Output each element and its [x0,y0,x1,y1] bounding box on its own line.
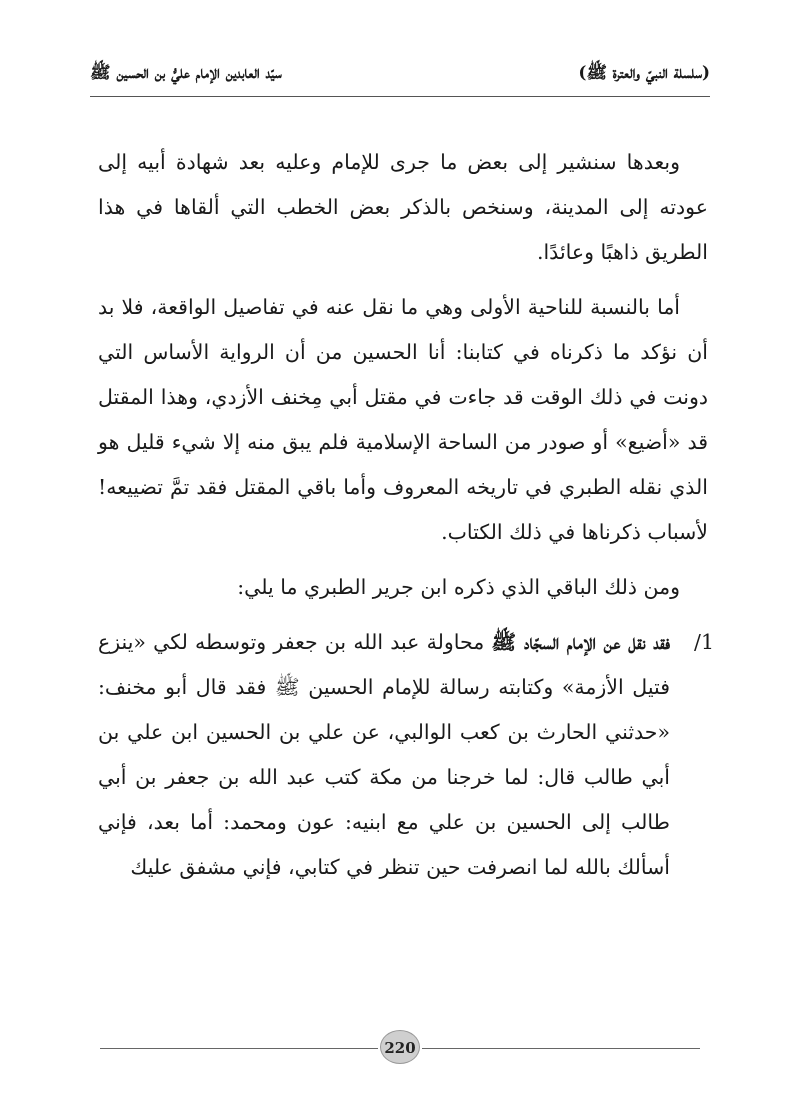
header-divider [90,96,710,97]
list-item-lead: فقد نقل عن الإمام السجّاد ﷺ [491,630,670,654]
page-body [98,140,714,890]
footer-divider-right [422,1048,700,1049]
page-header [90,54,710,94]
list-item [98,620,714,890]
paragraph-3: ومن ذلك الباقي الذي ذكره ابن جرير الطبري ما يلي: [237,575,680,599]
paragraph-2: أما بالنسبة للناحية الأولى وهي ما نقل عنه في تفاصيل الواقعة، فلا بد أن نؤكد ما ذكرناه في كتابنا: أنا الحسين من أن الرواية الأساس التي دونت في ذلك الوقت قد جاءت في مقتل أبي مِخنف الأزدي، وهذا المقتل قد «أضيع» أو صودر من الساحة الإسلامية فلم يبق منه إلا شيء قليل هو الذي نقله الطبري في تاريخه المعروف وأما باقي المقتل فقد تمَّ تضييعه! لأسباب ذكرناها في ذلك الكتاب. [98,295,708,544]
book-title: سيّد العابدين الإمام عليُّ بن الحسين ﷺ [90,63,282,83]
list-item-body: محاولة عبد الله بن جعفر وتوسطه لكي «ينزع فتيل الأزمة» وكتابته رسالة للإمام الحسين ﷺ فقد قال أبو مخنف: «حدثني الحارث بن كعب الوالبي، عن علي بن الحسين ابن علي بن أبي طالب قال: لما خرجنا من مكة كتب عبد الله بن جعفر بن أبي طالب إلى الحسين بن علي مع ابنيه: عون ومحمد: أما بعد، فإني أسألك بالله لما انصرفت حين تنظر في كتابي، فإني مشفق عليك [98,630,670,879]
list-item-number: 1/ [694,630,714,654]
series-title: (سلسلة النبيّ والعترة ﷺ) [578,63,710,83]
page-number: 220 [380,1030,420,1064]
paragraph-1: وبعدها سنشير إلى بعض ما جرى للإمام وعليه بعد شهادة أبيه إلى عودته إلى المدينة، وسنخص بالذكر بعض الخطب التي ألقاها في هذا الطريق ذاهبًا وعائدًا. [98,150,708,264]
footer-divider-left [100,1048,378,1049]
list-item-text [98,620,670,890]
